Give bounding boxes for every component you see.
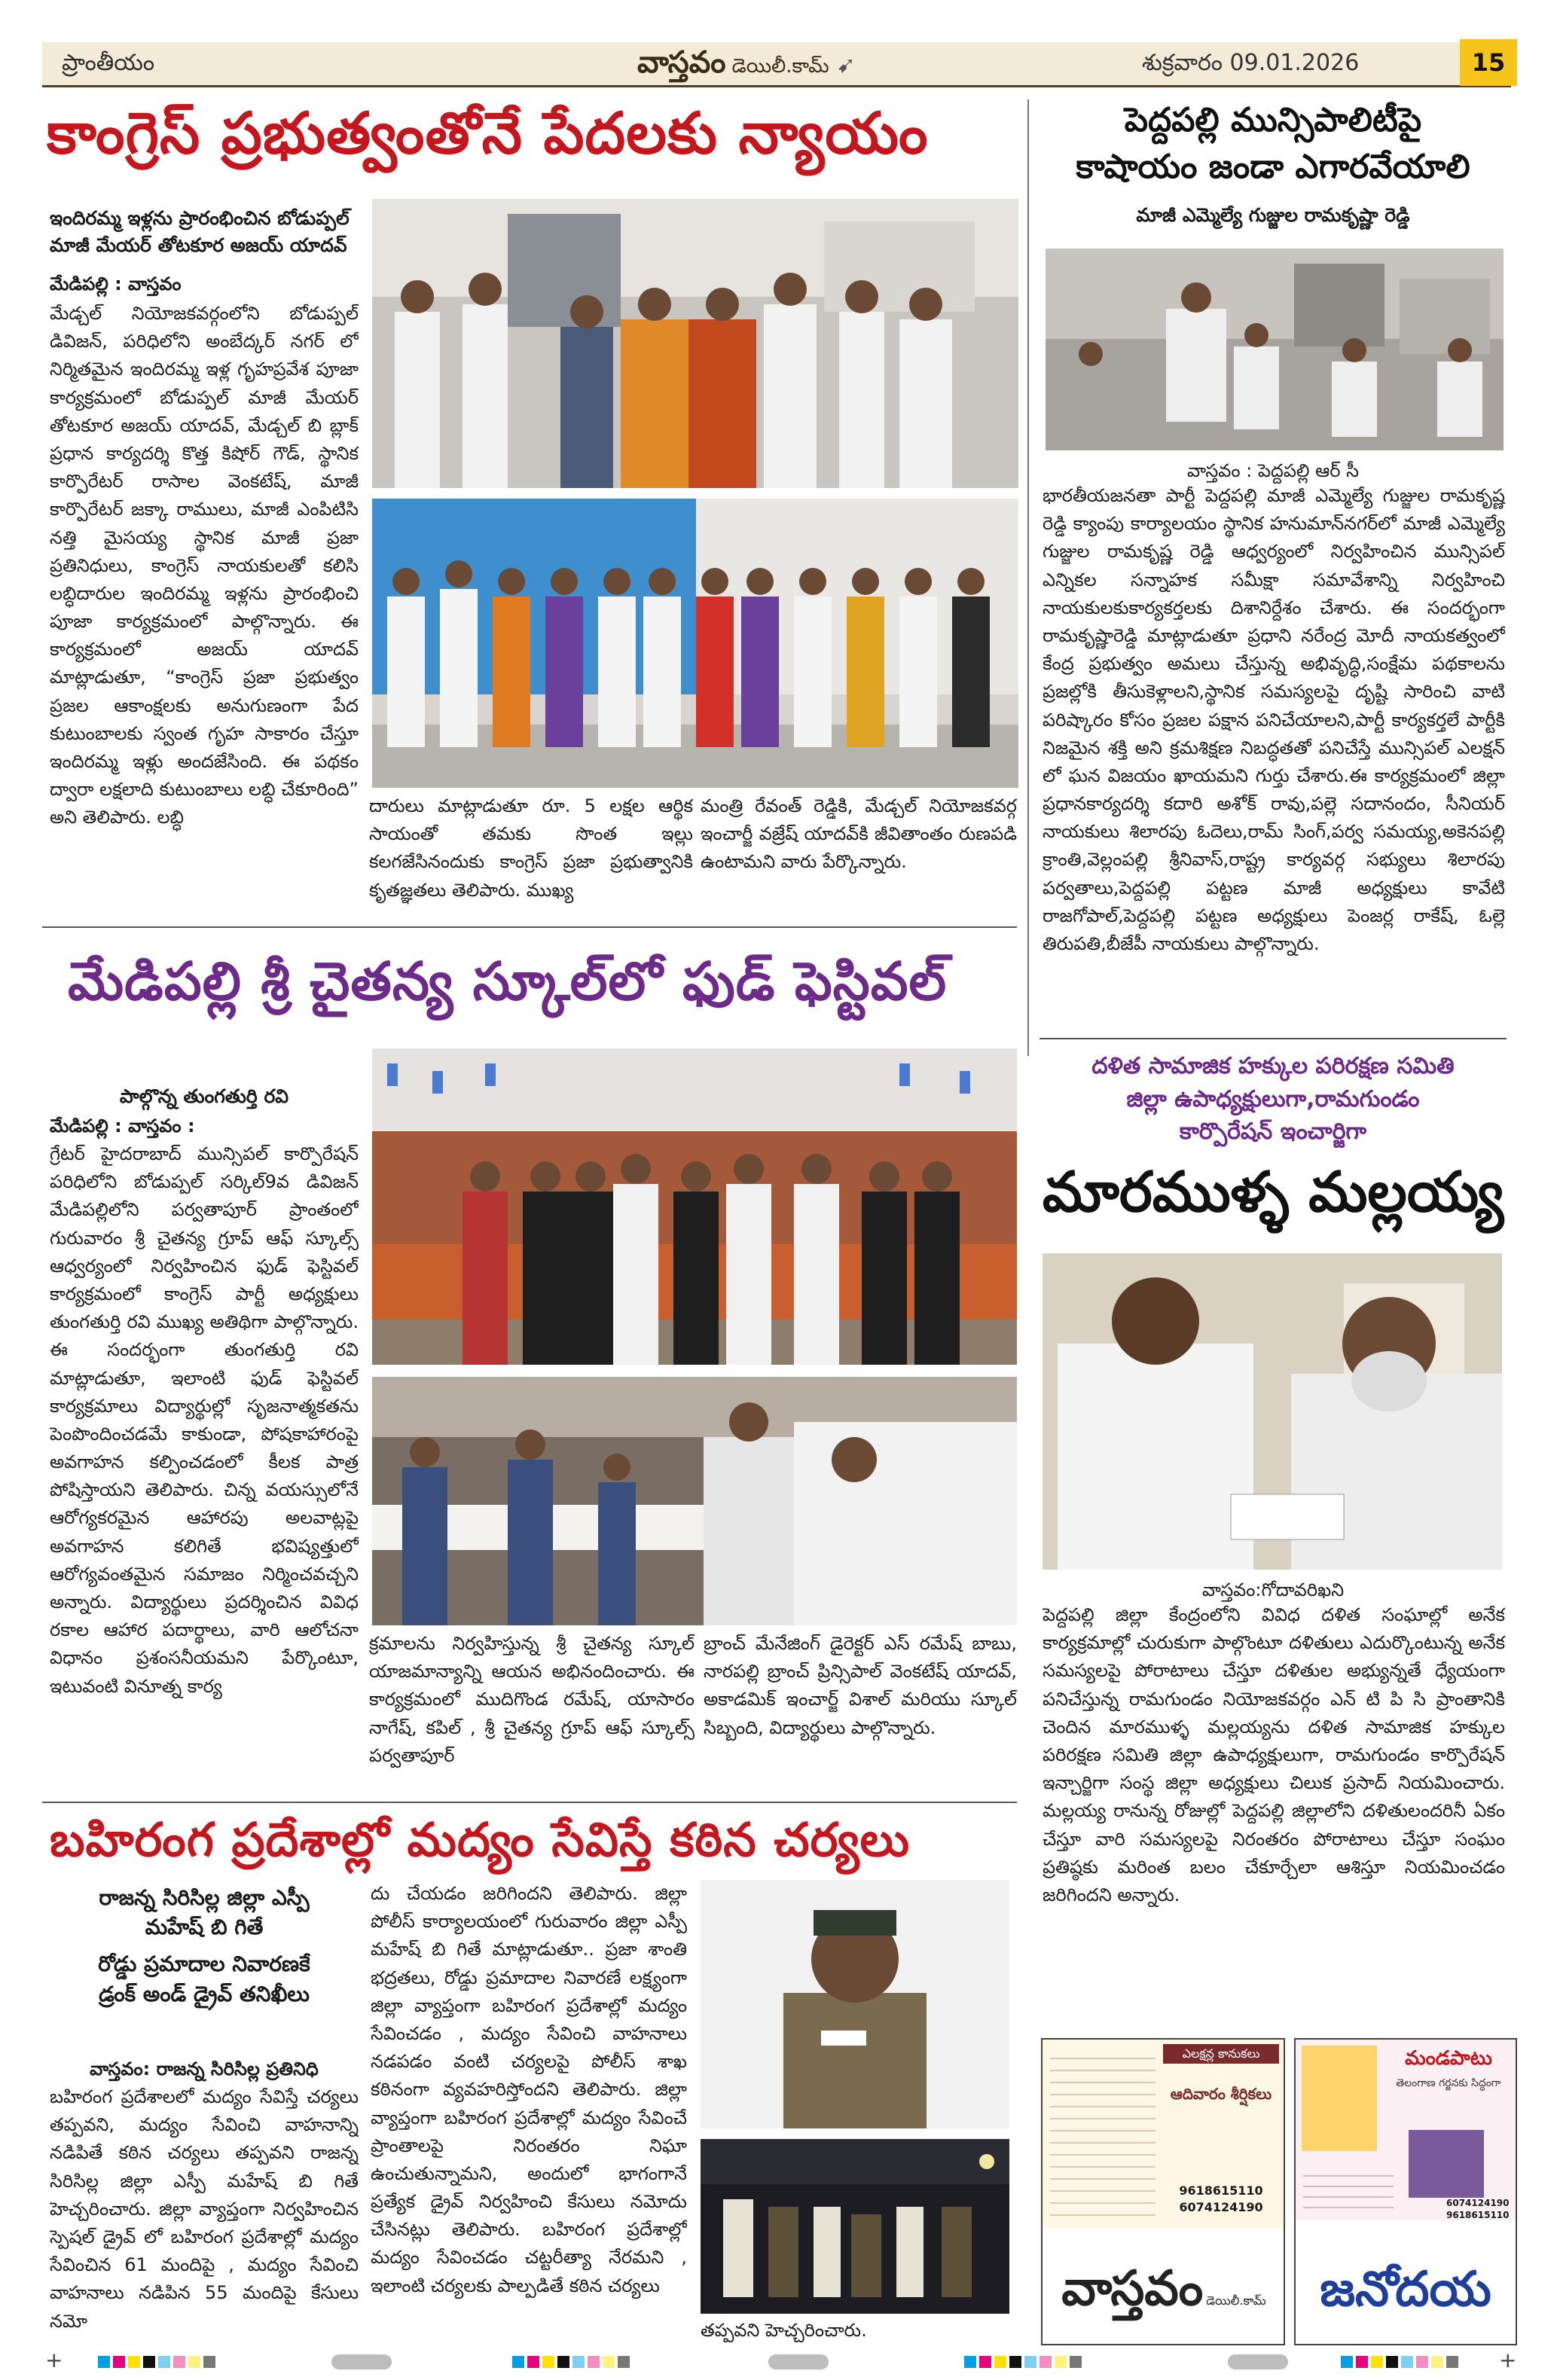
- color-swatch: [964, 2356, 976, 2368]
- story3-byline: పాల్గొన్న తుంగతుర్తి రవి: [119, 1085, 289, 1107]
- story3-photo-bottom: [372, 1377, 1017, 1625]
- story1-byline-2: మాజీ మేయర్ తోటకూర అజయ్ యాదవ్: [50, 234, 347, 257]
- story5-photo-sp: [701, 1880, 1009, 2128]
- story4-dateline: వాస్తవం:గోదావరిఖని: [1201, 1579, 1345, 1600]
- story5-body-col1: బహిరంగ ప్రదేశాలలో మద్యం సేవిస్తే చర్యలు తప్పవని, మద్యం సేవించి వాహనాన్ని నడిపితే కఠిన చర్యలు తప్పవని రాజన్న సిరిసిల్ల జిల్లా ఎస్పీ మహేష్ బి గితే హెచ్చరించారు. జిల్లా వ్యాప్తంగా నిర్వహించిన స్పెషల్ డ్రైవ్ లో బహిరంగ ప్రదేశాల్లో మద్యం సేవించిన 61 మందిపై , మద్యం సేవించి వాహనాలు నడిపిన 55 మందిపై కేసులు నమో: [50, 2086, 359, 2332]
- ad-promo-label: ఎలక్షన్ల కానుకలు: [1163, 2044, 1279, 2064]
- registration-mark: +: [45, 2348, 63, 2372]
- story1-byline-1: ఇందిరమ్మ ఇళ్లను ప్రారంభించిన బోడుప్పల్: [50, 207, 350, 229]
- paper-title: వాస్తవం: [637, 45, 726, 80]
- color-swatch: [98, 2356, 110, 2368]
- color-swatch: [128, 2356, 140, 2368]
- color-swatch: [1356, 2356, 1368, 2368]
- color-swatch: [603, 2356, 615, 2368]
- story5-body-col2: దు చేయడం జరిగిందని తెలిపారు. జిల్లా పోలీస్ కార్యాలయంలో గురువారం జిల్లా ఎస్పీ మహేష్ బి గితే మాట్లాడుతూ.. ప్రజా శాంతి భద్రతలు, రోడ్డు ప్రమాదాల నివారణే లక్ష్యంగా జిల్లా వ్యాప్తంగా బహిరంగ ప్రదేశాల్లో మద్యం సేవించడం , మద్యం సేవించి వాహనాలు నడపడం వంటి చర్యలపై పోలీస్ శాఖ కఠినంగా వ్యవహరిస్తోందని తెలిపారు. జిల్లా వ్యాప్తంగా బహిరంగ ప్రదేశాల్లో మద్యం సేవించే ప్రాంతాలపై నిరంతరం నిఘా ఉంచుతున్నామని, అందులో భాగంగానే ప్రత్యేక డ్రైవ్ నిర్వహించి కేసులు నమోదు చేసినట్లు తెలిపారు. బహిరంగ ప్రదేశాల్లో మద్యం సేవించడం చట్టరీత్యా నేరమని , ఇలాంటి చర్యలకు పాల్పడితే కఠిన చర్యలు: [371, 1883, 687, 2296]
- story5-headline: బహిరంగ ప్రదేశాల్లో మద్యం సేవిస్తే కఠిన చర్యలు: [50, 1812, 911, 1867]
- ad-phone-2: 9618615110: [1446, 2209, 1510, 2220]
- color-swatch: [1009, 2356, 1021, 2368]
- story3-body-col2: క్రమాలను నిర్వహిస్తున్న శ్రీ చైతన్య స్కూల్ యాజమాన్యాన్ని ఆయన అభినందించారు. ఈ కార్యక్రమంలో ముదిగొండ రమేష్, యాసారం నాగేష్, కపిల్ , శ్రీ చైతన్య గ్రూప్ ఆఫ్ స్కూల్స్ పర్వతాపూర్: [369, 1633, 695, 1766]
- story1-body-col1: మేడ్చల్ నియోజకవర్గంలోని బోడుప్పల్ డివిజన్, పరిధిలోని అంబేద్కర్ నగర్ లో నిర్మితమైన ఇందిరమ్మ ఇళ్ల గృహప్రవేశ పూజా కార్యక్రమంలో బోడుప్పల్ మాజీ మేయర్ తోటకూర అజయ్ యాదవ్, మేడ్చల్ బి బ్లాక్ ప్రధాన కార్యదర్శి కొత్త కిషోర్ గౌడ్, స్థానిక కార్పొరేటర్ రాసాల వెంకటేష్, మాజీ కార్పొరేటర్ జక్కా రాములు, మాజీ ఎంపిటిసి నత్తి మైసయ్య స్థానిక మాజీ ప్రజా ప్రతినిధులు, కాంగ్రెస్ నాయకులతో కలిసి లబ్ధిదారుల ఇందిరమ్మ ఇళ్లను ప్రారంభించి పూజా కార్యక్రమంలో పాల్గొన్నారు. ఈ కార్యక్రమంలో అజయ్ యాదవ్ మాట్లాడుతూ, “కాంగ్రెస్ ప్రజా ప్రభుత్వం ప్రజల ఆకాంక్షలకు అనుగుణంగా పేద కుటుంబాలకు స్వంత గృహ సాకారం చేస్తూ ఇందిరమ్మ ఇళ్లు అందజేసింది. ఈ పథకం ద్వారా లక్షలాది కుటుంబాలు లబ్ధి చేకూరింది” అని తెలిపారు. లబ్ధి: [50, 303, 359, 828]
- story1-body-col2: దారులు మాట్లాడుతూ రూ. 5 లక్షల ఆర్థిక సాయంతో తమకు సొంత ఇల్లు కలగజేసినందుకు కాంగ్రెస్ ప్రజా ప్రభుత్వానికి కృతజ్ఞతలు తెలిపారు. ముఖ్య: [369, 795, 693, 901]
- story1-photo-bottom: [372, 499, 1018, 788]
- paper-suffix: డెయిలీ.కామ్: [731, 55, 829, 78]
- story3-dateline: మేడిపల్లి : వాస్తవం :: [50, 1115, 195, 1137]
- color-swatch: [557, 2356, 569, 2368]
- color-swatch: [994, 2356, 1006, 2368]
- story5-byline-3: రోడ్డు ప్రమాదాల నివారణకే: [98, 1951, 310, 1977]
- ad-sub: తెలంగాణ గర్జనకు సిద్ధంగా: [1396, 2077, 1501, 2089]
- story4-kicker-1: దళిత సామాజిక హక్కుల పరిరక్షణ సమితి: [1091, 1053, 1455, 1079]
- color-swatch: [203, 2356, 215, 2368]
- color-swatch: [618, 2356, 630, 2368]
- story5-byline-4: డ్రంక్ అండ్ డ్రైవ్ తనిఖీలు: [99, 1981, 310, 2006]
- ad-portrait: [1302, 2046, 1377, 2151]
- story3-headline: మేడిపల్లి శ్రీ చైతన్య స్కూల్‌లో ఫుడ్ ఫెస్టివల్: [68, 950, 948, 1012]
- story4-headline: మారముళ్ళ మల్లయ్య: [1042, 1160, 1504, 1225]
- story5-byline-2: మహేష్ బి గితే: [145, 1915, 264, 1940]
- ad-text-lines: [1303, 2166, 1394, 2217]
- section-name: ప్రాంతీయం: [62, 50, 155, 76]
- story2-headline-2: కాషాయం జండా ఎగారవేయాలి: [1076, 148, 1470, 186]
- color-swatch: [1446, 2356, 1458, 2368]
- story5-photo-night: [701, 2139, 1009, 2314]
- story2-byline: మాజీ ఎమ్మెల్యే గుజ్జుల రామకృష్ణా రెడ్డి: [1136, 204, 1410, 226]
- story5-byline-1: రాజన్న సిరిసిల్ల జిల్లా ఎస్పీ: [99, 1885, 310, 1910]
- column-divider: [1027, 99, 1029, 1056]
- color-swatch: [1416, 2356, 1428, 2368]
- story1-dateline: మేడిపల్లి : వాస్తవం: [50, 273, 182, 294]
- color-swatch: [1055, 2356, 1067, 2368]
- ad-banner: మండపాటు: [1405, 2047, 1492, 2070]
- ad-phone-1: 9618615110: [1179, 2183, 1263, 2198]
- ad-brand-suffix: డెయిలీ.కామ్: [1206, 2293, 1266, 2308]
- color-swatch: [1040, 2356, 1052, 2368]
- masthead-bar: [42, 42, 1511, 87]
- color-swatch: [143, 2356, 155, 2368]
- color-swatch: [542, 2356, 554, 2368]
- color-swatch: [527, 2356, 539, 2368]
- color-swatch: [1386, 2356, 1398, 2368]
- color-swatch: [158, 2356, 170, 2368]
- story2-body: భారతీయజనతా పార్టీ పెద్దపల్లి మాజీ ఎమ్మెల్యే గుజ్జుల రామకృష్ణ రెడ్డి క్యాంపు కార్యాలయం స్థానిక హనుమాన్‌నగర్‌లో మాజీ ఎమ్మెల్యే గుజ్జుల రామకృష్ణ రెడ్డి ఆధ్వర్యంలో నిర్వహించిన మున్సిపల్ ఎన్నికల సన్నాహక సమీక్షా సమావేశాన్ని నిర్వహించి నాయకులకుకార్యకర్తలకు దిశానిర్దేశం చేశారు. ఈ సందర్భంగా రామకృష్ణారెడ్డి మాట్లాడుతూ ప్రధాని నరేంద్ర మోదీ నాయకత్వంలో కేంద్ర ప్రభుత్వం అమలు చేస్తున్న అభివృద్ధి,సంక్షేమ పథకాలను ప్రజల్లోకి తీసుకెళ్లాలని,స్థానిక సమస్యలపై దృష్టి సారించి వాటి పరిష్కారం కోసం ప్రజల పక్షాన పనిచేయాలని,పార్టీ కార్యకర్తలే పార్టీకి నిజమైన శక్తి అని క్రమశిక్షణ నిబద్ధతతో పనిచేస్తే మున్సిపల్ ఎలక్షన్ లో ఘన విజయం ఖాయమని గుర్తు చేశారు.ఈ కార్యక్రమంలో జిల్లా ప్రధానకార్యదర్శి కదారి అశోక్ రావు,పల్లె సదానందం, సీనియర్ నాయకులు శిలారపు ఓదెలు,రామ్ సింగ్,పర్వ సమయ్య,అకెనపల్లి క్రాంతి,వెల్లంపల్లి శ్రీనివాస్,రాష్ట్ర కార్యవర్గ సభ్యులు శిలారపు పర్వతాలు,పెద్దపల్లి పట్టణ మాజీ అధ్యక్షులు కావేటి రాజగోపాల్,పెద్దపల్లి పట్టణ అధ్యక్షులు పెంజర్ల రాకేష్, ఓల్లె తిరుపతి,బీజేపీ నాయకులు పాల్గొన్నారు.: [1043, 485, 1505, 954]
- color-swatch: [173, 2356, 185, 2368]
- story2-headline-1: పెద్దపల్లి మున్సిపాలిటీపై: [1124, 101, 1422, 139]
- color-swatch: [512, 2356, 524, 2368]
- color-swatch: [1401, 2356, 1413, 2368]
- registration-pill: [768, 2354, 829, 2369]
- story4-photo: [1043, 1253, 1502, 1570]
- story3-photo-top: [372, 1048, 1017, 1365]
- story1-body-col3: మంత్రి రేవంత్ రెడ్డికి, మేడ్చల్ నియోజకవర్గ ఇంచార్జీ వజ్రేష్ యాదవ్‌కి జీవితాంతం రుణపడి ఉంటామని వారు పేర్కొన్నారు.: [701, 795, 1017, 873]
- ad-phone-2: 6074124190: [1179, 2200, 1263, 2215]
- registration-pill: [1228, 2354, 1288, 2369]
- story1-headline: కాంగ్రెస్ ప్రభుత్వంతోనే పేదలకు న్యాయం: [47, 99, 929, 166]
- story5-dateline: వాస్తవం: రాజన్న సిరిసిల్ల ప్రతినిధి: [90, 2058, 319, 2079]
- registration-pill: [331, 2354, 392, 2369]
- section-divider: [1040, 1038, 1507, 1039]
- color-swatch: [979, 2356, 991, 2368]
- story4-body: పెద్దపల్లి జిల్లా కేంద్రంలోని వివిధ దళిత సంఘాల్లో అనేక కార్యక్రమాల్లో చురుకుగా పాల్గొంటూ దళితులు ఎదుర్కొంటున్న అనేక సమస్యలపై పోరాటాలు చేస్తూ దళితుల అభ్యున్నతే ధ్యేయంగా పనిచేస్తున్న రామగుండం నియోజకవర్గం ఎన్ టి పి సి ప్రాంతానికి చెందిన మారముళ్ళ మల్లయ్యను దళిత సామాజిక హక్కుల పరిరక్షణ సమితి జిల్లా ఉపాధ్యక్షులుగా, రామగుండం కార్పొరేషన్ ఇన్చార్జిగా సంస్థ జిల్లా అధ్యక్షులు చిలుక ప్రసాద్ నియమించారు. మల్లయ్య రానున్న రోజుల్లో పెద్దపల్లి జిల్లాలోని దళితులందరినీ ఏకం చేస్తూ వారి సమస్యలపై నిరంతరం పోరాటాలు చేస్తూ సంఘం ప్రతిష్ఠకు మరింత బలం చేకూర్చేలా ఆశిస్తూ నియమించడం జరిగిందని అన్నారు.: [1043, 1604, 1505, 1906]
- ad-phone-1: 6074124190: [1446, 2198, 1510, 2208]
- ad-text-lines: [1050, 2047, 1156, 2220]
- ad-promo-text: ఆదివారం శీర్షికలు: [1170, 2085, 1272, 2103]
- color-swatch: [1341, 2356, 1353, 2368]
- color-swatch: [1431, 2356, 1443, 2368]
- story4-kicker-3: కార్పొరేషన్ ఇంచార్జిగా: [1179, 1118, 1367, 1145]
- color-swatch: [1024, 2356, 1036, 2368]
- paper-name: [637, 45, 856, 87]
- section-divider: [42, 926, 1017, 928]
- story3-body-col1: గ్రేటర్ హైదరాబాద్ మున్సిపల్ కార్పొరేషన్ పరిధిలోని బోడుప్పల్ సర్కిల్9వ డివిజన్ మేడిపల్లిలోని పర్వతాపూర్ ప్రాంతంలో గురువారం శ్రీ చైతన్య గ్రూప్ ఆఫ్ స్కూల్స్ ఆధ్వర్యంలో నిర్వహించిన ఫుడ్ ఫెస్టివల్ కార్యక్రమంలో కాంగ్రెస్ పార్టీ అధ్యక్షులు తుంగతుర్తి రవి ముఖ్య అతిథిగా పాల్గొన్నారు. ఈ సందర్భంగా తుంగతుర్తి రవి మాట్లాడుతూ, ఇలాంటి ఫుడ్ ఫెస్టివల్ కార్యక్రమాలు విద్యార్థుల్లో సృజనాత్మకతను పెంపొందించడమే కాకుండా, పోషకాహారంపై అవగాహన కల్పించడంలో కీలక పాత్ర పోషిస్తాయని తెలిపారు. చిన్న వయస్సులోనే ఆరోగ్యకరమైన ఆహారపు అలవాట్లపై అవగాహన కలిగితే భవిష్యత్తులో ఆరోగ్యవంతమైన సమాజం నిర్మించవచ్చని అన్నారు. విద్యార్థులు ప్రదర్శించిన వివిధ రకాల ఆహార పదార్థాలు, వారి ఆలోచనా విధానం ప్రశంసనీయమని పేర్కొంటూ, ఇటువంటి వినూత్న కార్య: [50, 1143, 359, 1697]
- bird-icon: ➹: [836, 52, 856, 78]
- story3-body-col3: బ్రాంచ్ మేనేజింగ్ డైరెక్టర్ ఎస్ రమేష్ బాబు, నారపల్లి బ్రాంచ్ ప్రిన్సిపాల్ వెంకటేష్ యాదవ్, అకాడమిక్ ఇంచార్జ్ విశాల్ మరియు స్కూల్ సిబ్బంది, విద్యార్థులు పాల్గొన్నారు.: [704, 1633, 1017, 1738]
- color-swatch: [572, 2356, 585, 2368]
- janodaya-ad: [1294, 2038, 1517, 2345]
- story2-photo: [1046, 249, 1504, 450]
- color-swatch: [188, 2356, 200, 2368]
- issue-date: శుక్రవారం 09.01.2026: [1142, 50, 1360, 76]
- color-swatch: [113, 2356, 125, 2368]
- story5-body-col3: తప్పవని హెచ్చరించారు.: [701, 2320, 867, 2341]
- ad-brand: వాస్తవం: [1061, 2261, 1204, 2317]
- story4-kicker-2: జిల్లా ఉపాధ్యక్షులుగా,రామగుండం: [1126, 1085, 1420, 1112]
- color-swatch: [1371, 2356, 1383, 2368]
- registration-mark: +: [1499, 2348, 1517, 2372]
- story1-photo-top: [372, 199, 1018, 488]
- color-swatch: [588, 2356, 600, 2368]
- story2-dateline: వాస్తవం : పెద్దపల్లి ఆర్ సీ: [1187, 460, 1359, 481]
- ad-photo: [1409, 2130, 1484, 2198]
- section-divider: [42, 1802, 1017, 1803]
- ad-brand: జనోదయ: [1320, 2262, 1491, 2317]
- page-number-badge: 15: [1460, 39, 1517, 86]
- vastavam-ad: [1041, 2038, 1285, 2345]
- color-swatch: [1070, 2356, 1082, 2368]
